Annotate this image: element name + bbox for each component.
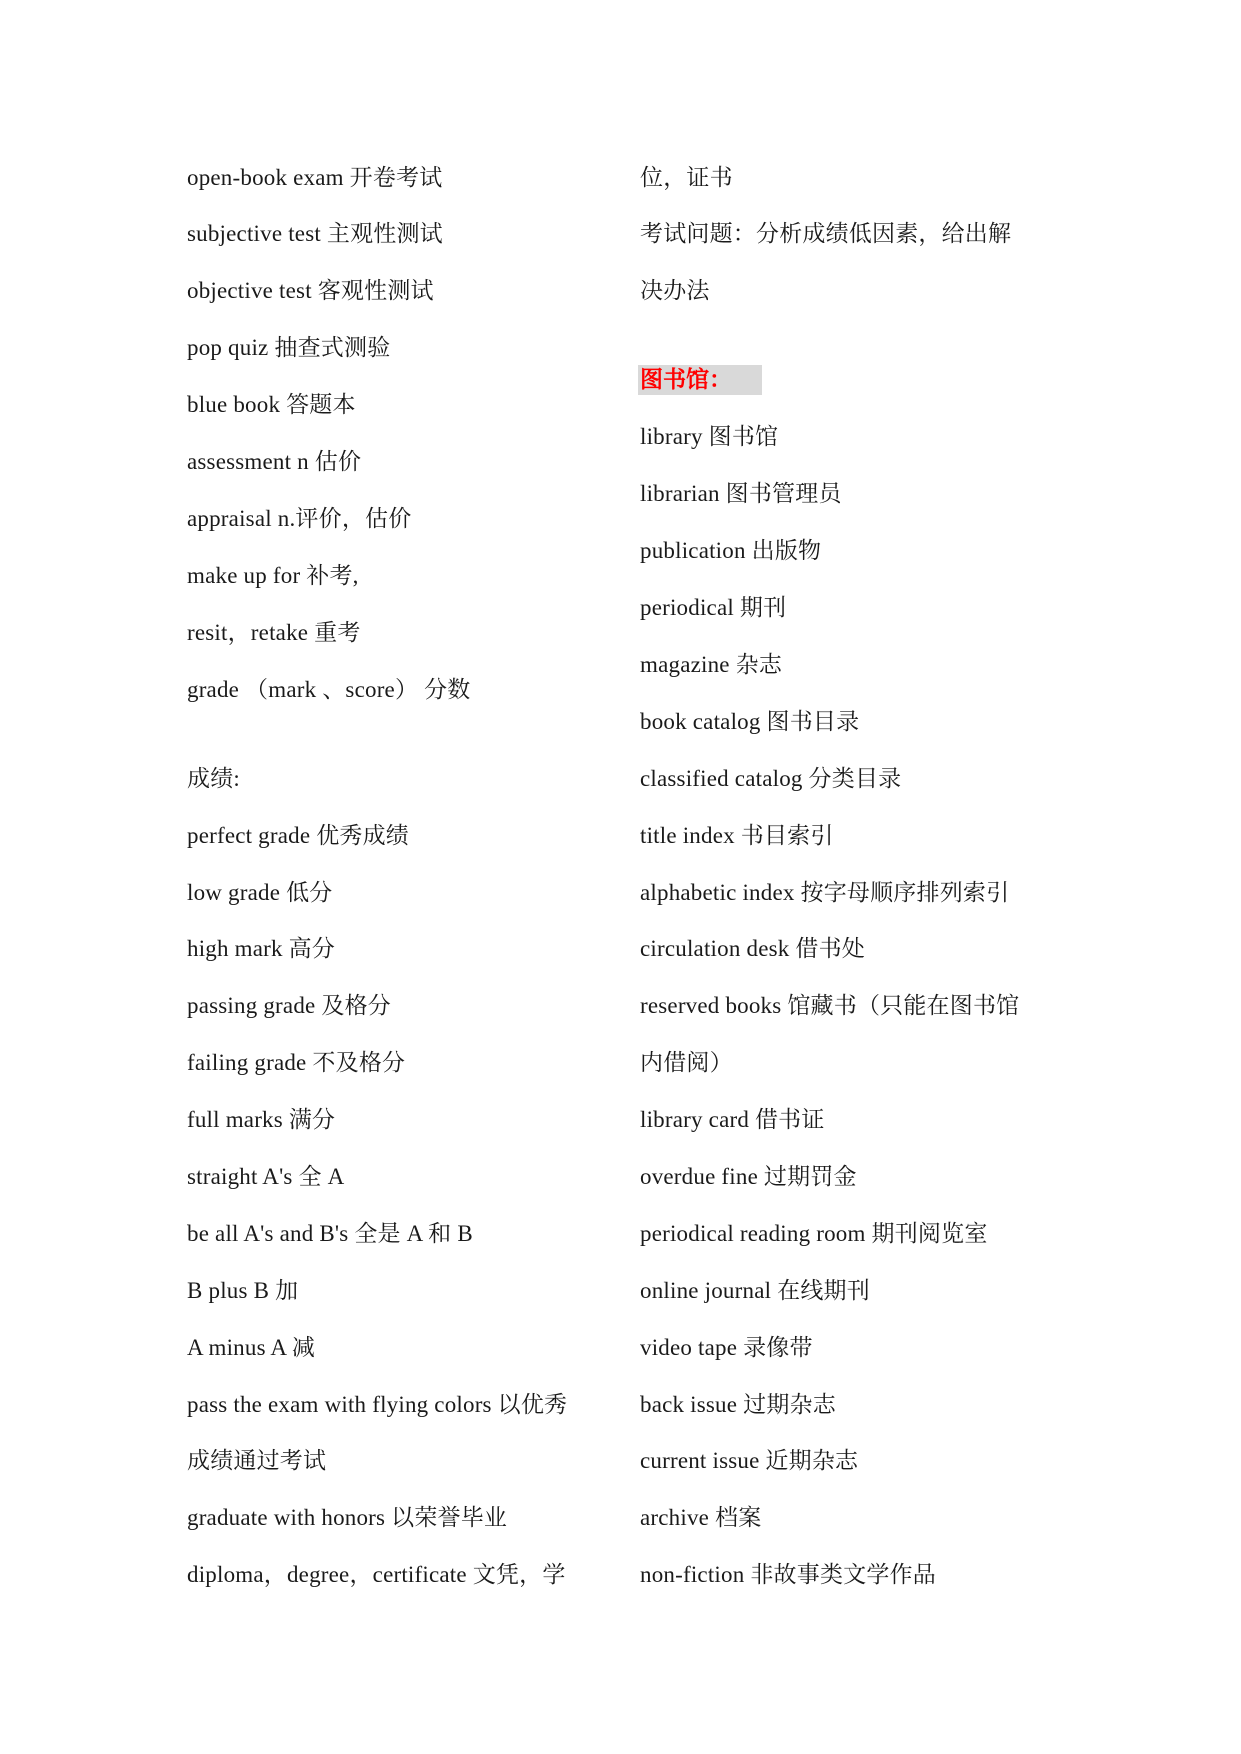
vocab-line: blue book 答题本 <box>187 392 356 417</box>
vocab-line: video tape 录像带 <box>640 1335 813 1360</box>
vocab-line: full marks 满分 <box>187 1107 336 1132</box>
vocab-line: librarian 图书管理员 <box>640 481 842 506</box>
vocab-line: book catalog 图书目录 <box>640 709 860 734</box>
vocab-line: grade （mark 、score） 分数 <box>187 677 471 702</box>
vocab-line: failing grade 不及格分 <box>187 1050 406 1075</box>
vocab-line: title index 书目索引 <box>640 823 834 848</box>
vocab-line: objective test 客观性测试 <box>187 278 434 303</box>
vocab-line: magazine 杂志 <box>640 652 783 677</box>
vocab-line: resit，retake 重考 <box>187 620 361 645</box>
vocab-line: open-book exam 开卷考试 <box>187 165 443 190</box>
vocab-line: reserved books 馆藏书（只能在图书馆 <box>640 993 1020 1018</box>
vocab-line: periodical 期刊 <box>640 595 787 620</box>
vocab-line: pass the exam with flying colors 以优秀 <box>187 1392 568 1417</box>
vocab-line: periodical reading room 期刊阅览室 <box>640 1221 988 1246</box>
vocab-line: straight A's 全 A <box>187 1164 345 1189</box>
vocab-line: circulation desk 借书处 <box>640 936 866 961</box>
vocab-line: perfect grade 优秀成绩 <box>187 823 410 848</box>
vocab-line: subjective test 主观性测试 <box>187 221 443 246</box>
vocab-line: pop quiz 抽查式测验 <box>187 335 391 360</box>
vocab-line: current issue 近期杂志 <box>640 1448 859 1473</box>
section-label: 成绩: <box>187 766 240 791</box>
vocab-line: online journal 在线期刊 <box>640 1278 870 1303</box>
vocab-line: archive 档案 <box>640 1505 762 1530</box>
vocab-line: diploma，degree，certificate 文凭，学 <box>187 1562 566 1587</box>
vocab-line: back issue 过期杂志 <box>640 1392 836 1417</box>
vocab-line: graduate with honors 以荣誉毕业 <box>187 1505 508 1530</box>
section-heading-library: 图书馆： <box>638 365 762 395</box>
vocab-line: alphabetic index 按字母顺序排列索引 <box>640 880 1010 905</box>
vocab-line: 成绩通过考试 <box>187 1448 327 1473</box>
vocab-line: publication 出版物 <box>640 538 822 563</box>
vocab-line: library card 借书证 <box>640 1107 825 1132</box>
vocab-line: passing grade 及格分 <box>187 993 391 1018</box>
vocab-line: non-fiction 非故事类文学作品 <box>640 1562 936 1587</box>
vocab-line: A minus A 减 <box>187 1335 316 1360</box>
vocab-line: classified catalog 分类目录 <box>640 766 902 791</box>
vocab-line: high mark 高分 <box>187 936 336 961</box>
vocab-line: B plus B 加 <box>187 1278 299 1303</box>
vocab-line: be all A's and B's 全是 A 和 B <box>187 1221 473 1246</box>
vocab-line: make up for 补考, <box>187 563 359 588</box>
vocab-line: low grade 低分 <box>187 880 333 905</box>
vocab-line: 决办法 <box>640 278 710 303</box>
vocab-line: 内借阅） <box>640 1050 733 1075</box>
vocab-line: overdue fine 过期罚金 <box>640 1164 857 1189</box>
vocab-line: library 图书馆 <box>640 424 779 449</box>
vocab-line: 考试问题：分析成绩低因素，给出解 <box>640 221 1012 246</box>
vocab-line: appraisal n.评价，估价 <box>187 506 412 531</box>
vocab-line: 位，证书 <box>640 165 733 190</box>
vocab-line: assessment n 估价 <box>187 449 362 474</box>
